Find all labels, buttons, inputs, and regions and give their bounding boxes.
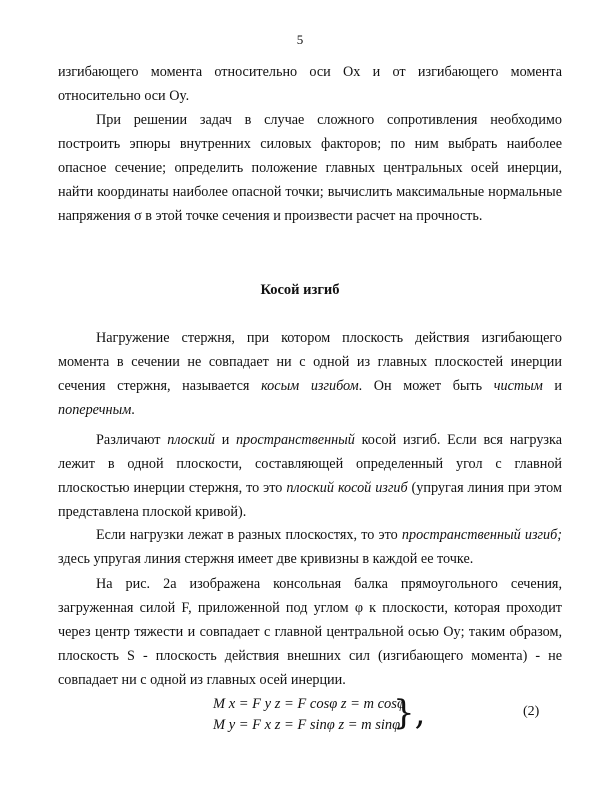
emphasis-term: плоский xyxy=(167,432,215,448)
emphasis-term: косым изгибом xyxy=(261,378,359,394)
moment-formula xyxy=(213,694,405,736)
formula-brace: }, xyxy=(393,693,426,733)
section-heading: Косой изгиб xyxy=(260,282,340,298)
formula-line-mx: M x = F y z = F cosφ z = m cosφ xyxy=(213,696,405,712)
emphasis-term: пространственный изгиб; xyxy=(401,527,562,543)
page-number: 5 xyxy=(296,32,304,47)
paragraph-types xyxy=(58,428,562,524)
paragraph-figure-description: На рис. 2а изображена консольная балка прямоугольного сечения, загруженная силой F, приложенной под углом φ к плоскости, которая проходит через центр тяжести и совпадает с главной центральной осью Oy; таким образом, плоскость S - плоскость действия внешних сил (изгибающего момента) - не совпадает ни с одной из главных осей инерции. xyxy=(58,576,562,688)
text-run: и xyxy=(542,378,563,394)
text-run: Нагружение стержня, при котором плоскость действия изгибающего момента в сечении не совпадает ни с одной из главных плоскостей инерции сечения стержня, называется xyxy=(58,330,562,394)
text-run: и xyxy=(214,432,237,448)
emphasis-term: поперечным xyxy=(58,402,132,418)
paragraph-definition xyxy=(58,326,562,422)
text-run: . Он может быть xyxy=(358,378,494,394)
text-run: . xyxy=(131,402,135,418)
text-run: Если нагрузки лежат в разных плоскостях, то это xyxy=(96,527,402,543)
emphasis-term: чистым xyxy=(493,378,543,394)
equation-number: (2) xyxy=(523,704,540,719)
text-run: косой изгиб. Если вся нагрузка лежит в одной плоскости, составляющей определенный угол с главной плоскостью инерции стержня, то это xyxy=(58,432,562,496)
paragraph-spatial xyxy=(58,523,562,571)
emphasis-term: плоский косой изгиб xyxy=(286,480,408,496)
text-run: Различают xyxy=(96,432,168,448)
text-run: (упругая линия при этом представлена плоской кривой). xyxy=(58,480,562,520)
emphasis-term: пространственный xyxy=(236,432,355,448)
formula-line-my: M y = F x z = F sinφ z = m sinφ xyxy=(213,717,401,733)
text-run: здесь упругая линия стержня имеет две кривизны в каждой ее точке. xyxy=(58,551,474,567)
paragraph-continuation: изгибающего момента относительно оси Ox и от изгибающего момента относительно оси Oy. xyxy=(58,64,562,104)
paragraph-problem-solving: При решении задач в случае сложного сопротивления необходимо построить эпюры внутренних силовых факторов; по ним выбрать наиболее опасное сечение; определить положение главных центральных осей инерции, найти координаты наиболее опасной точки; вычислить максимальные нормальные напряжения σ в этой точке сечения и произвести расчет на прочность. xyxy=(58,112,562,224)
